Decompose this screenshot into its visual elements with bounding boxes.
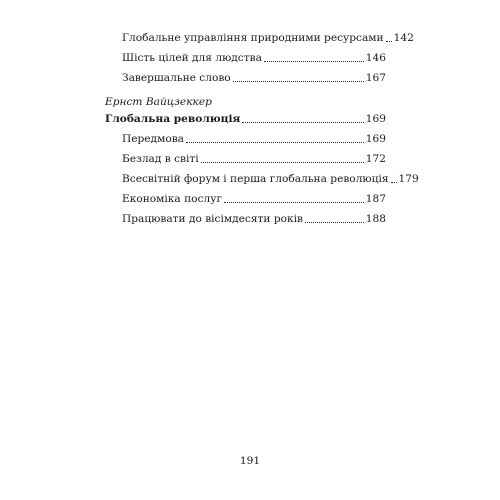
toc-entry-page: 167 xyxy=(365,72,386,84)
toc-entry-page: 188 xyxy=(365,213,386,225)
toc-entry-six-goals xyxy=(122,52,386,65)
toc-entry-page: 142 xyxy=(393,32,414,44)
toc-entry-label: Глобальне управління природними ресурсами xyxy=(122,32,384,44)
toc-entry-page: 179 xyxy=(398,173,419,185)
toc-entry-page: 172 xyxy=(365,153,386,165)
toc-entry-label: Шість цілей для людства xyxy=(122,52,262,64)
toc-entry-service-economy xyxy=(122,193,386,206)
section-author: Ернст Вайцзеккер xyxy=(105,96,212,108)
toc-entry-global-management xyxy=(122,32,414,45)
dot-leader xyxy=(242,122,363,123)
toc-entry-label: Передмова xyxy=(122,133,184,145)
toc-entry-label: Працювати до вісімдесяти років xyxy=(122,213,303,225)
dot-leader xyxy=(264,61,364,62)
toc-entry-page: 187 xyxy=(365,193,386,205)
toc-entry-page: 146 xyxy=(365,52,386,64)
toc-section-title-label: Глобальна революція xyxy=(105,113,241,125)
toc-section-title-page: 169 xyxy=(365,113,386,125)
dot-leader xyxy=(201,162,364,163)
toc-entry-final-word xyxy=(122,72,386,85)
toc-entry-work-until-eighty xyxy=(122,213,386,226)
dot-leader xyxy=(224,202,364,203)
toc-section-title xyxy=(105,113,386,126)
toc-entry-foreword xyxy=(122,133,386,146)
toc-entry-label: Економіка послуг xyxy=(122,193,222,205)
toc-entry-page: 169 xyxy=(365,133,386,145)
toc-entry-world-forum xyxy=(122,173,419,186)
toc-entry-label: Завершальне слово xyxy=(122,72,231,84)
dot-leader xyxy=(386,41,392,42)
toc-entry-label: Безлад в світі xyxy=(122,153,199,165)
dot-leader xyxy=(305,222,364,223)
page-number: 191 xyxy=(239,455,261,467)
toc-entry-label: Всесвітній форум і перша глобальна революція xyxy=(122,173,389,185)
dot-leader xyxy=(186,142,364,143)
dot-leader xyxy=(233,81,364,82)
toc-entry-world-disorder xyxy=(122,153,386,166)
dot-leader xyxy=(391,182,397,183)
